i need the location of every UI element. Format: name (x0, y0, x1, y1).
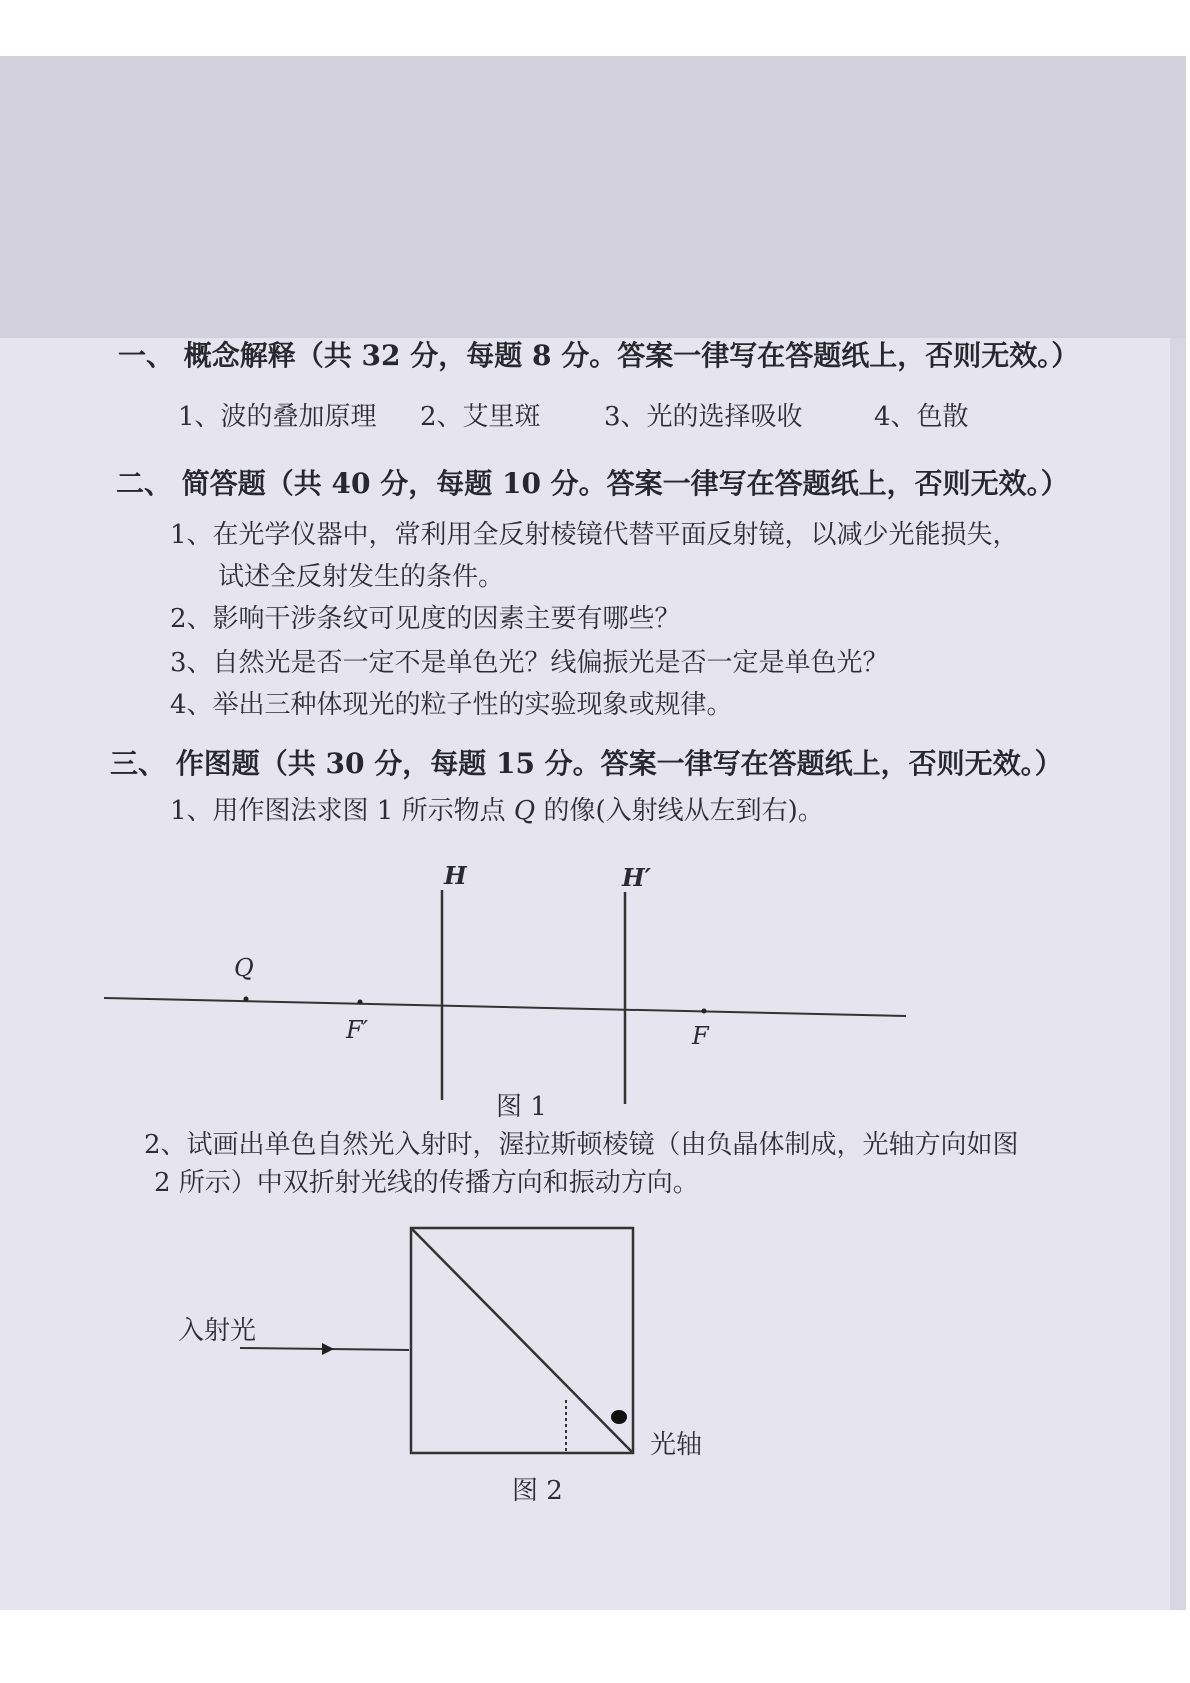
figure-1-caption: 图 1 (496, 1092, 547, 1122)
label-h-prime: H′ (622, 863, 652, 892)
section1-item-4: 4、色散 (874, 402, 969, 432)
optic-axis-dot (611, 1410, 627, 1424)
figure-2-caption: 图 2 (512, 1476, 563, 1506)
object-point-symbol: Q (513, 796, 536, 826)
incident-ray-arrow-icon (322, 1343, 334, 1355)
section1-item-2: 2、艾里斑 (420, 402, 541, 432)
section2-question-1-line2: 试述全反射发生的条件。 (218, 562, 505, 592)
section2-question-4: 4、举出三种体现光的粒子性的实验现象或规律。 (170, 690, 733, 720)
label-q: Q (234, 954, 254, 982)
question-1-prefix: 1、用作图法求图 1 所示物点 (170, 796, 514, 826)
section1-item-3: 3、光的选择吸收 (604, 402, 803, 432)
section2-question-1-line1: 1、在光学仪器中，常利用全反射棱镜代替平面反射镜，以减少光能损失， (170, 520, 1019, 550)
section1-heading: 一、 概念解释（共 32 分，每题 8 分。答案一律写在答题纸上，否则无效。） (118, 339, 1080, 372)
label-f-prime: F′ (346, 1016, 369, 1044)
section2-question-2: 2、影响干涉条纹可见度的因素主要有哪些？ (170, 604, 681, 634)
question-1-suffix: 的像(入射线从左到右)。 (535, 796, 824, 826)
section1-item-1: 1、波的叠加原理 (178, 402, 377, 432)
prism-diagonal (411, 1228, 633, 1453)
section3-question-2-line2: 2 所示）中双折射光线的传播方向和振动方向。 (154, 1168, 699, 1198)
section2-question-3: 3、自然光是否一定不是单色光？线偏振光是否一定是单色光？ (170, 648, 889, 678)
optic-axis-label: 光轴 (650, 1430, 703, 1460)
label-h: H (444, 861, 467, 890)
section3-heading: 三、 作图题（共 30 分，每题 15 分。答案一律写在答题纸上，否则无效。） (110, 747, 1063, 780)
label-f: F (692, 1022, 709, 1050)
section2-heading: 二、 简答题（共 40 分，每题 10 分。答案一律写在答题纸上，否则无效。） (116, 467, 1069, 500)
incident-light-label: 入射光 (178, 1316, 257, 1346)
section3-question-2-line1: 2、试画出单色自然光入射时，渥拉斯顿棱镜（由负晶体制成，光轴方向如图 (144, 1130, 1019, 1160)
